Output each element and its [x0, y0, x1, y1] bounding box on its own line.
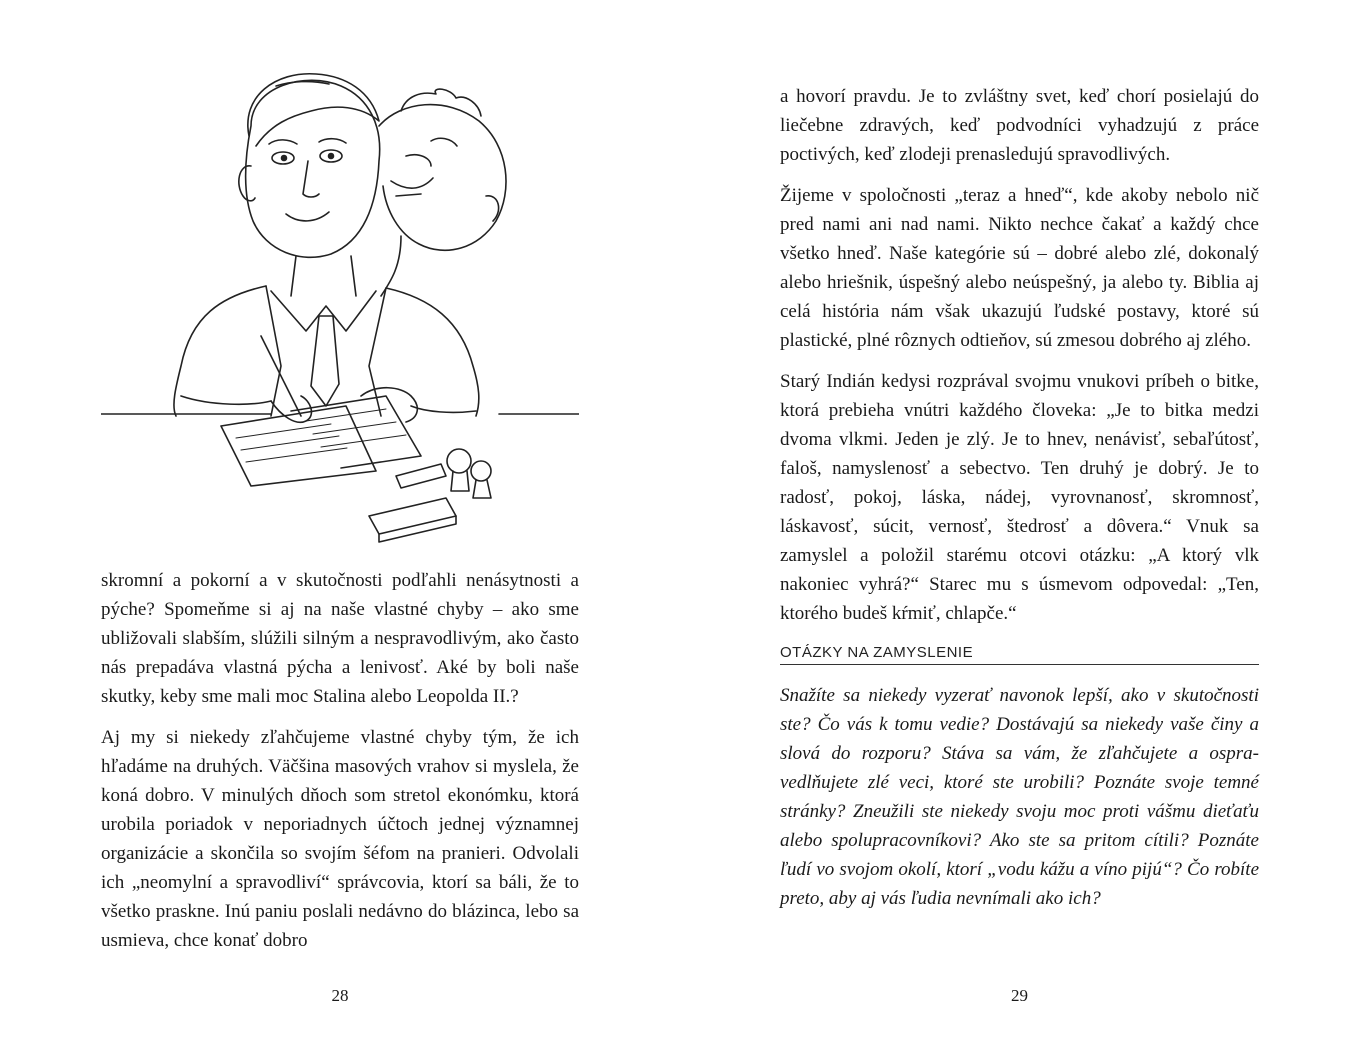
- section-heading: OTÁZKY NA ZAMYSLENIE: [780, 644, 1259, 665]
- page-number: 28: [331, 986, 349, 1005]
- page-number: 29: [1011, 986, 1028, 1005]
- paragraph: Žijeme v spoločnosti „teraz a hneď“, kde akoby nebolo nič pred nami ani nad nami. Nikto nechce čakať a každý chce všetko hneď. Naše kategórie sú – dobré alebo zlé, dokonalý alebo hriešnik, úspešný alebo neúspešný, ja alebo ty. Biblia aj celá história nám však ukazujú ľudské postavy, ktoré sú plastické, plné rôznych odtieňov, sú zmesou dobrého aj zlého.: [780, 185, 1259, 351]
- right-text-column: [780, 82, 1259, 913]
- reflection-questions: Snažíte sa niekedy vyzerať navonok lepší, ako v skutočnosti ste? Čo vás k tomu vedie? Dostávajú sa niekedy vaše činy a slová do rozporu? Stáva sa vám, že zľahčujete a ospravedlňujete zlé veci, ktoré ste urobili? Poznáte svoje temné stránky? Zneužili ste niekedy svoju moc proti vášmu dieťaťu alebo spolupracovníkovi? Ako ste sa pritom cítili? Poznáte ľudí vo svojom okolí, ktorí „vodu kážu a víno pijú“? Čo robíte preto, aby aj vás ľudia nevnímali ako ich?: [780, 685, 1259, 909]
- two-faced-man-illustration-icon: [101, 66, 579, 550]
- paragraph: Aj my si niekedy zľahčujeme vlastné chyby tým, že ich hľadáme na druhých. Väčšina masových vrahov si myslela, že koná dobro. V minulých dňoch som stretol ekonómku, ktorá urobila poriadok v neporiadnych účtoch jednej významnej organizácie a skončila so svojím šéfom na pranieri. Odvolali ich „neomylní a spravodliví“ správcovia, ktorí sa báli, že to všetko praskne. Inú paniu poslali nedávno do blázinca, lebo sa usmieva, chce konať dobro: [101, 727, 579, 951]
- left-text-column: [101, 566, 579, 955]
- paragraph: a hovorí pravdu. Je to zvláštny svet, keď chorí posielajú do liečebne zdravých, keď podvodníci vyhadzujú z práce poctivých, keď zlodeji prenasledujú spravodlivých.: [780, 86, 1259, 165]
- paragraph: skromní a pokorní a v skutočnosti podľahli nenásytnosti a pýche? Spomeňme si aj na naše vlastné chyby – ako sme ubližovali slabším, slúžili silným a nespravodlivým, ako často nás prepadáva vlastná pýcha a lenivosť. Aké by boli naše skutky, keby sme mali moc Stalina alebo Leopolda II.?: [101, 570, 579, 707]
- paragraph: Starý Indián kedysi rozprával svojmu vnukovi príbeh o bitke, ktorá prebieha vnútri každého človeka: „Je to bitka medzi dvoma vlkmi. Jeden je zlý. Je to hnev, nenávisť, sebaľútosť, faloš, namyslenosť a sebectvo. Ten druhý je dobrý. Je to radosť, pokoj, láska, nádej, vyrovnanosť, skromnosť, láskavosť, súcit, vernosť, štedrosť a dôvera.“ Vnuk sa zamyslel a položil starému otcovi otázku: „A ktorý vlk nakoniec vyhrá?“ Starec mu s úsmevom odpovedal: „Ten, ktorého budeš kŕmiť, chlapče.“: [780, 371, 1259, 624]
- right-page: [680, 0, 1359, 1063]
